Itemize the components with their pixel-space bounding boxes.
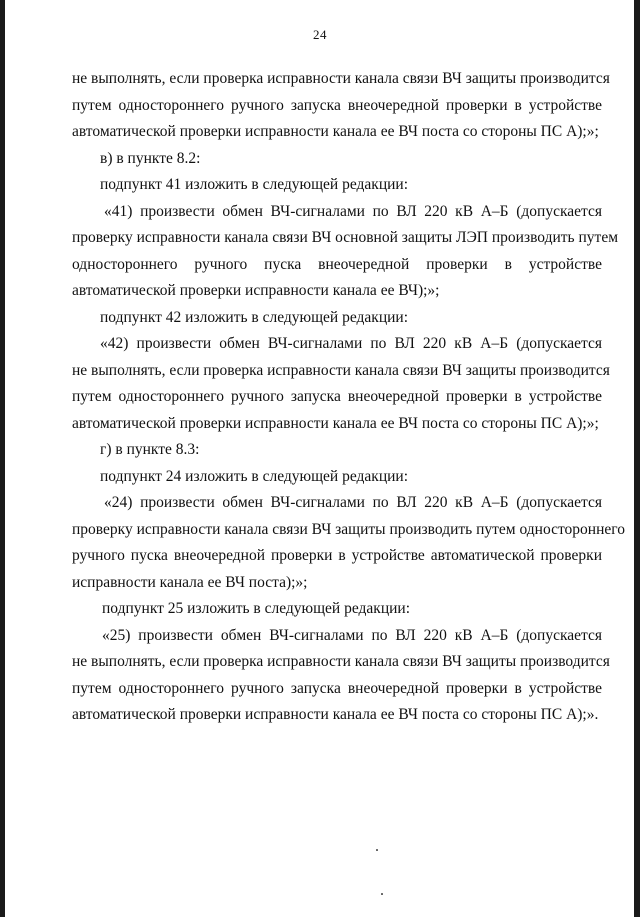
text-line: г) в пункте 8.3:: [100, 441, 200, 458]
text-line: автоматической проверки исправности канала ее ВЧ);»;: [72, 282, 440, 299]
text-line: не выполнять, если проверка исправности канала связи ВЧ защиты производится: [72, 70, 610, 87]
text-line: «42) произвести обмен ВЧ-сигналами по ВЛ 220 кВ А–Б (допускается: [100, 335, 602, 352]
paragraph-continuation: [72, 66, 610, 146]
scan-edge-right: [634, 0, 640, 917]
text-line: исправности канала ее ВЧ поста);»;: [72, 573, 308, 591]
text-line: путем одностороннего ручного запуска внеочередной проверки в устройстве: [72, 96, 602, 114]
text-line: не выполнять, если проверка исправности канала связи ВЧ защиты производится: [72, 653, 610, 670]
section-heading-8-2: [72, 146, 602, 173]
page-number: 24: [313, 27, 327, 42]
text-line: в) в пункте 8.2:: [100, 149, 201, 167]
scan-speck: [376, 849, 378, 851]
instruction-subitem-41: [72, 172, 602, 199]
text-line: подпункт 42 изложить в следующей редакции:: [100, 308, 409, 326]
text-line: проверку исправности канала связи ВЧ защиты производить путем одностороннего: [72, 520, 625, 538]
text-line: одностороннего ручного пуска внеочередной проверки в устройстве: [72, 255, 602, 273]
text-line: путем одностороннего ручного запуска внеочередной проверки в устройстве: [72, 388, 602, 405]
text-line: автоматической проверки исправности канала ее ВЧ поста со стороны ПС А);»;: [72, 123, 599, 140]
text-line: подпункт 25 изложить в следующей редакции:: [102, 600, 411, 617]
quoted-subitem-25: [72, 623, 610, 729]
instruction-subitem-42: [72, 305, 602, 332]
scan-edge-left: [0, 0, 5, 917]
quoted-subitem-42: [72, 331, 610, 437]
text-line: «24) произвести обмен ВЧ-сигналами по ВЛ 220 кВ А–Б (допускается: [104, 494, 602, 511]
text-line: автоматической проверки исправности канала ее ВЧ поста со стороны ПС А);»;: [72, 414, 599, 432]
text-line: проверку исправности канала связи ВЧ основной защиты ЛЭП производить путем: [72, 229, 619, 246]
text-line: путем одностороннего ручного запуска внеочередной проверки в устройстве: [72, 679, 602, 697]
text-line: не выполнять, если проверка исправности канала связи ВЧ защиты производится: [72, 361, 610, 379]
text-line: «41) произвести обмен ВЧ-сигналами по ВЛ 220 кВ А–Б (допускается: [104, 202, 602, 220]
instruction-subitem-25: [72, 596, 602, 623]
quoted-subitem-41: [72, 199, 619, 305]
text-line: ручного пуска внеочередной проверки в устройстве автоматической проверки: [72, 547, 602, 564]
text-line: подпункт 41 изложить в следующей редакции:: [100, 176, 409, 193]
text-line: «25) произвести обмен ВЧ-сигналами по ВЛ 220 кВ А–Б (допускается: [102, 626, 602, 644]
instruction-subitem-24: [72, 464, 602, 491]
quoted-subitem-24: [72, 490, 625, 596]
scan-speck: [381, 893, 383, 895]
document-body: [72, 66, 625, 729]
text-line: автоматической проверки исправности канала ее ВЧ поста со стороны ПС А);».: [72, 706, 599, 723]
text-line: подпункт 24 изложить в следующей редакции:: [100, 467, 409, 485]
section-heading-8-3: [72, 437, 602, 464]
